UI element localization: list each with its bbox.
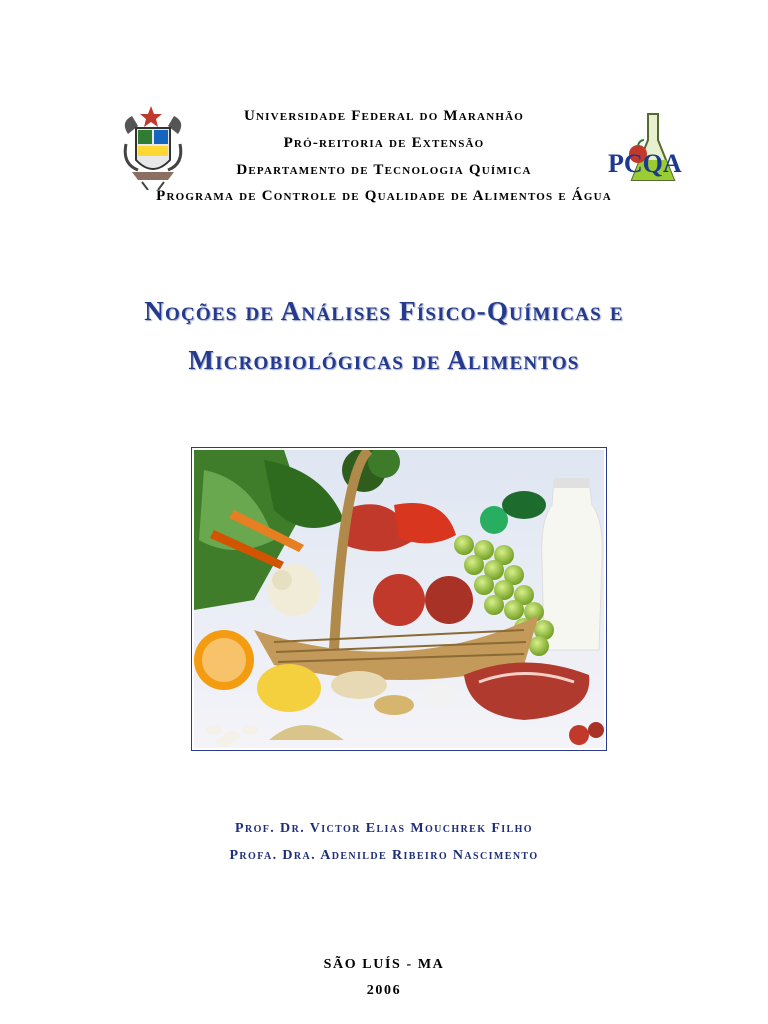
university-name: Universidade Federal do Maranhão bbox=[244, 108, 524, 124]
title-line-2: Microbiológicas de Alimentos bbox=[188, 345, 580, 375]
prorectorate-name: Pró-reitoria de Extensão bbox=[283, 135, 485, 151]
title-line-1: Noções de Análises Físico-Químicas e bbox=[144, 296, 624, 326]
publication-place: SÃO LUÍS - MA bbox=[323, 957, 445, 972]
food-basket-photo bbox=[191, 447, 607, 751]
author-2: Profa. Dra. Adenilde Ribeiro Nascimento bbox=[229, 848, 539, 863]
pcqa-logo-text: PCQA bbox=[608, 149, 682, 178]
department-name: Departamento de Tecnologia Química bbox=[236, 162, 532, 178]
pcqa-flask-logo-icon bbox=[604, 110, 682, 190]
program-name: Programa de Controle de Qualidade de Alimentos e Água bbox=[156, 188, 612, 204]
publication-year: 2006 bbox=[366, 983, 402, 998]
author-1: Prof. Dr. Victor Elias Mouchrek Filho bbox=[235, 821, 533, 836]
